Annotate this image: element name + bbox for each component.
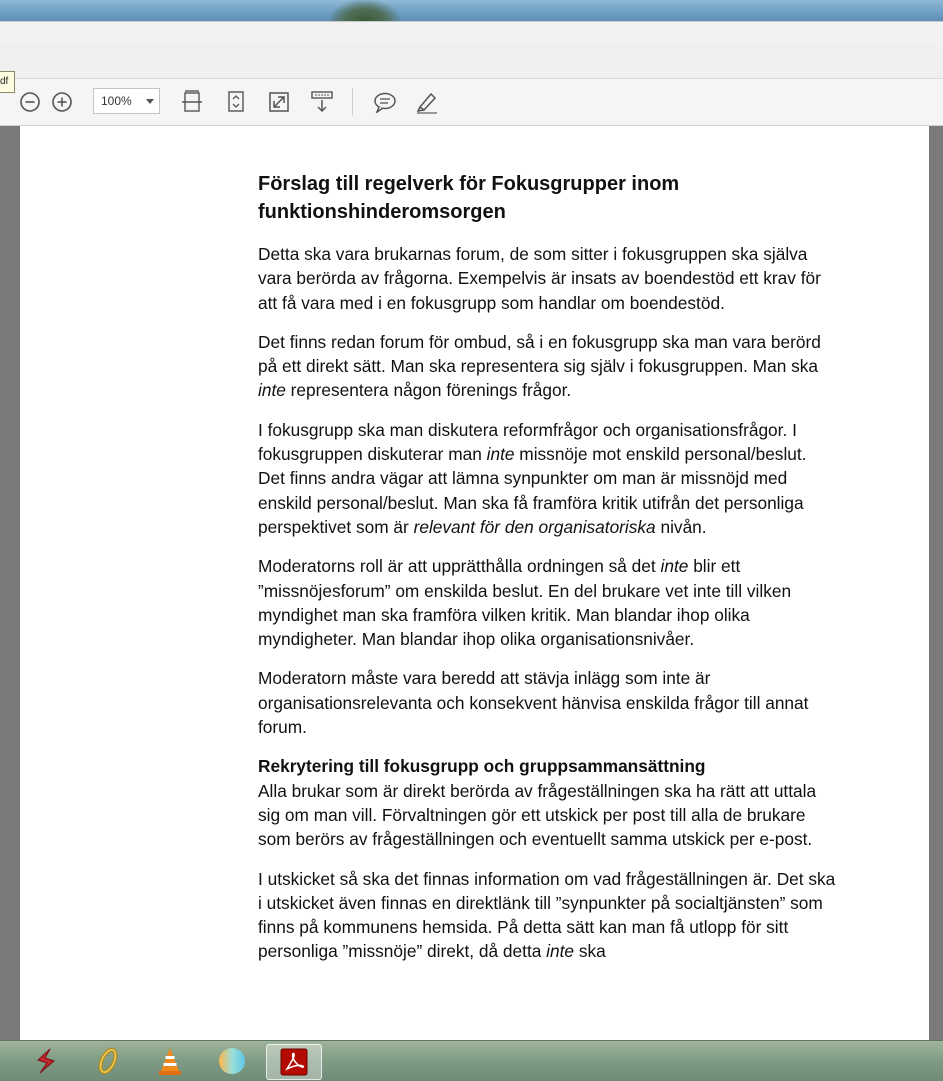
highlight-icon[interactable] (414, 90, 440, 114)
taskbar (0, 1040, 943, 1081)
document-title: Förslag till regelverk för Fokusgrupper inom funktionshinderomsorgen (258, 173, 680, 223)
section-subheading: Rekrytering till fokusgrupp och gruppsammansättning (258, 756, 706, 777)
zoom-level-value: 100% (101, 94, 132, 108)
paragraph-3-text-c: nivån. (655, 516, 707, 537)
fit-page-icon[interactable] (223, 90, 249, 114)
paragraph-3-emphasis-1: inte (486, 444, 515, 465)
paragraph-2-emphasis: inte (258, 380, 286, 401)
paragraph-4-text-b: blir ett ”missnöjesforum” om enskilda beslut. En del brukare vet inte till vilken myndighet man ska framföra vilken kritik. Man blandar ihop olika myndigheter. Man blandar ihop olika organisationsnivåer. (258, 556, 792, 650)
ring-app-icon[interactable] (88, 1044, 128, 1078)
paragraph-6-text: Alla brukar som är direkt berörda av frågeställningen ska ha rätt att uttala sig om man vill. Förvaltningen gör ett utskick per post till alla de brukare som berörs av frågeställningen och eventuellt samma utskick per e-post. (258, 780, 817, 850)
comment-icon[interactable] (372, 90, 398, 114)
fit-width-icon[interactable] (179, 90, 205, 114)
paragraph-4-emphasis: inte (660, 556, 689, 577)
paragraph-4-text-a: Moderatorns roll är att upprätthålla ordningen så det (258, 556, 661, 577)
desktop-tree-graphic (330, 0, 400, 21)
paragraph-7-emphasis: inte (546, 941, 575, 962)
paragraph-2-text-a: Det finns redan forum för ombud, så i en fokusgrupp ska man vara berörd på ett direkt sätt. Man ska representera sig själv i fokusgruppen. Man ska (258, 331, 821, 377)
menu-bar (0, 43, 943, 79)
pdf-page (20, 126, 929, 1040)
media-orb-icon[interactable] (212, 1044, 252, 1078)
chevron-down-icon (146, 99, 154, 104)
paragraph-3-text-a: I fokusgrupp ska man diskutera reformfrågor och organisationsfrågor. I fokusgruppen diskuterar man (258, 419, 797, 465)
paragraph-7 (258, 867, 838, 964)
zoom-level-select[interactable] (93, 88, 160, 114)
zoom-in-icon[interactable] (49, 90, 75, 114)
full-screen-icon[interactable] (266, 90, 292, 114)
toolbar-separator (352, 88, 353, 116)
paragraph-5: Moderatorn måste vara beredd att stävja inlägg som inte är organisationsrelevanta och konsekvent hänvisa enskilda frågor till annat forum. (258, 668, 809, 738)
paragraph-7-text-b: ska (574, 941, 606, 962)
file-tab-tooltip: df (0, 71, 15, 93)
paragraph-4 (258, 554, 838, 651)
desktop-background (0, 0, 943, 21)
paragraph-7-text-a: I utskicket så ska det finnas information om vad frågeställningen är. Det ska i utskicket även finnas en direktlänk till ”synpunkter på socialtjänsten” som finns på kommunens hemsida. På detta sätt kan man få utlopp för sitt personliga ”missnöje” direkt, då detta (258, 868, 836, 962)
vertical-scroll-area[interactable] (929, 126, 943, 1040)
paragraph-2 (258, 330, 838, 403)
document-viewport[interactable] (0, 126, 943, 1040)
paragraph-6 (258, 754, 838, 851)
paragraph-3-text-b: missnöje mot enskild personal/beslut. Det finns andra vägar att lämna synpunkter om man är missnöjd med enskild personal/beslut. Man ska få framföra kritik utifrån det personliga perspektivet som är (258, 444, 807, 537)
vlc-icon[interactable] (150, 1044, 190, 1078)
paragraph-3 (258, 418, 838, 539)
paragraph-1: Detta ska vara brukarnas forum, de som sitter i fokusgruppen ska själva vara berörda av frågorna. Exempelvis är insats av boendestöd ett krav för att få vara med i en fokusgrupp som handlar om boendestöd. (258, 244, 821, 313)
window-titlebar (0, 21, 943, 44)
paragraph-2-text-b: representera någon förenings frågor. (285, 380, 572, 401)
read-mode-icon[interactable] (309, 90, 335, 114)
zoom-out-icon[interactable] (17, 90, 43, 114)
document-body (258, 170, 838, 979)
paragraph-3-emphasis-2: relevant för den organisatoriska (413, 516, 656, 537)
app-red-icon[interactable] (25, 1044, 65, 1078)
adobe-reader-icon[interactable] (266, 1044, 322, 1080)
